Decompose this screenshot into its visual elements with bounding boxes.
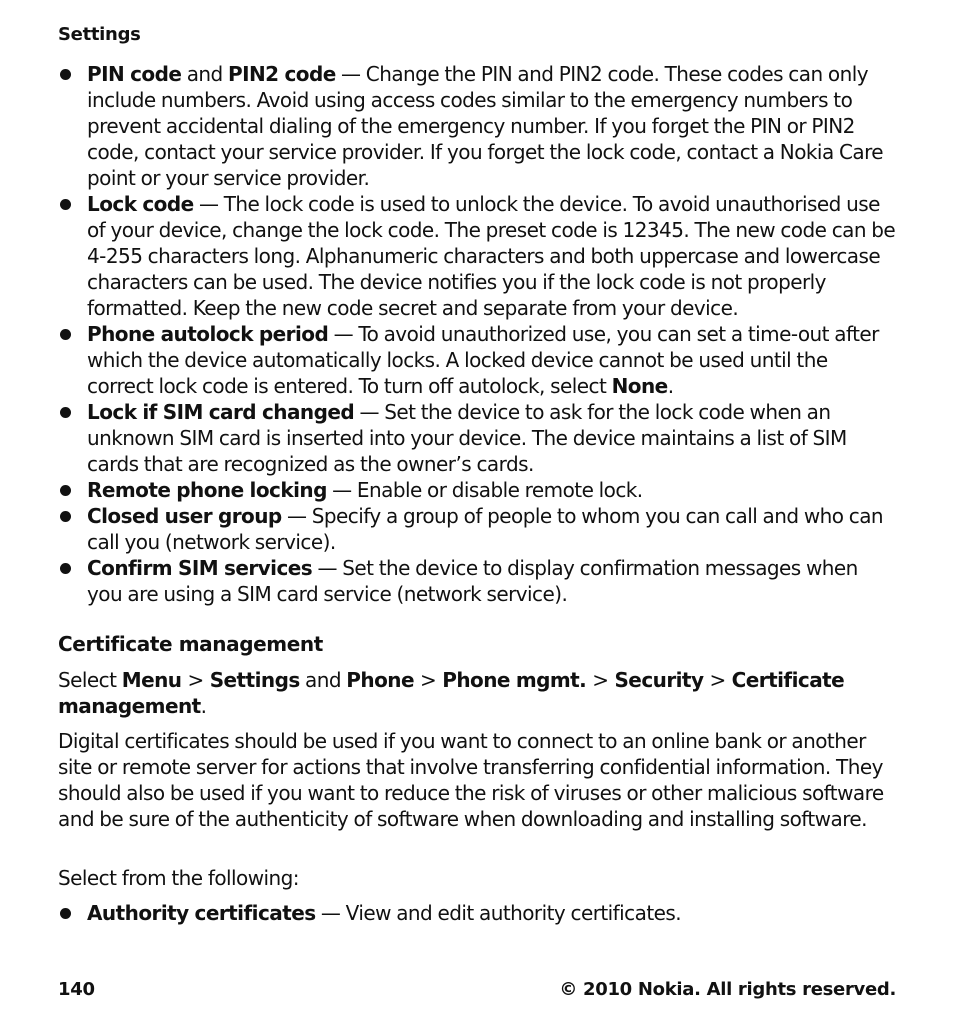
list-item bbox=[58, 900, 896, 926]
option-description: — Set the device to display confirmation messages when you are using a SIM card service (network service). bbox=[87, 556, 858, 606]
bullet-icon bbox=[60, 511, 71, 522]
list-item bbox=[58, 321, 896, 399]
option-term: PIN code bbox=[87, 62, 182, 86]
page-number: 140 bbox=[58, 979, 95, 1000]
list-item bbox=[58, 61, 896, 191]
option-description: — To avoid unauthorized use, you can set a time-out after which the device automatically locks. A locked device cannot be used until the correct lock code is entered. To turn off autolock, select bbox=[87, 322, 879, 398]
sentence-end: . bbox=[667, 374, 674, 398]
nav-prefix: Select bbox=[58, 668, 122, 692]
manual-page bbox=[58, 0, 896, 1036]
option-description: — Enable or disable remote lock. bbox=[326, 478, 643, 502]
option-term: Closed user group bbox=[87, 504, 282, 528]
list-item bbox=[58, 477, 896, 503]
option-term: Lock code bbox=[87, 192, 194, 216]
option-description: — Set the device to ask for the lock code when an unknown SIM card is inserted into your device. The device maintains a list of SIM cards that are recognized as the owner’s cards. bbox=[87, 400, 847, 476]
nav-phone: Phone bbox=[346, 668, 414, 692]
option-term-secondary: PIN2 code bbox=[227, 62, 336, 86]
option-description: — View and edit authority certificates. bbox=[315, 901, 682, 925]
option-term: Phone autolock period bbox=[87, 322, 329, 346]
certificate-options-list bbox=[58, 900, 896, 926]
nav-settings: Settings bbox=[209, 668, 300, 692]
connector-text: and bbox=[181, 62, 228, 86]
option-term: Lock if SIM card changed bbox=[87, 400, 355, 424]
nav-end: . bbox=[200, 694, 207, 718]
copyright-notice: © 2010 Nokia. All rights reserved. bbox=[559, 979, 896, 1000]
nav-security: Security bbox=[614, 668, 704, 692]
bullet-icon bbox=[60, 329, 71, 340]
intro-paragraph: Digital certificates should be used if you want to connect to an online bank or another site or remote server for actions that involve transferring confidential information. They should also be used if you want to reduce the risk of viruses or other malicious software and be sure of the authenticity of software when downloading and installing software. bbox=[58, 729, 884, 831]
bullet-icon bbox=[60, 199, 71, 210]
security-options-list bbox=[58, 61, 896, 607]
list-item bbox=[58, 503, 896, 555]
nav-separator: > bbox=[420, 668, 437, 692]
select-prompt: Select from the following: bbox=[58, 866, 299, 890]
nav-menu: Menu bbox=[121, 668, 182, 692]
bullet-icon bbox=[60, 407, 71, 418]
nav-separator: > bbox=[592, 668, 609, 692]
nav-separator: > bbox=[709, 668, 726, 692]
bullet-icon bbox=[60, 908, 71, 919]
list-item bbox=[58, 191, 896, 321]
option-description: — The lock code is used to unlock the device. To avoid unauthorised use of your device, change the lock code. The preset code is 12345. The new code can be 4-255 characters long. Alphanumeric characters and both uppercase and lowercase characters can be used. The device notifies you if the lock code is not properly formatted. Keep the new code secret and separate from your device. bbox=[87, 192, 896, 320]
option-term: Confirm SIM services bbox=[87, 556, 313, 580]
bullet-icon bbox=[60, 563, 71, 574]
bullet-icon bbox=[60, 485, 71, 496]
menu-path bbox=[58, 667, 896, 719]
nav-separator: > bbox=[187, 668, 204, 692]
option-description: — Change the PIN and PIN2 code. These codes can only include numbers. Avoid using access codes similar to the emergency numbers to prevent accidental dialing of the emergency number. If you forget the PIN or PIN2 code, contact your service provider. If you forget the lock code, contact a Nokia Care point or your service provider. bbox=[87, 62, 884, 190]
bullet-icon bbox=[60, 69, 71, 80]
option-description: — Specify a group of people to whom you can call and who can call you (network service). bbox=[87, 504, 884, 554]
running-header: Settings bbox=[58, 24, 141, 45]
nav-and: and bbox=[299, 668, 347, 692]
option-term: Authority certificates bbox=[87, 901, 316, 925]
list-item bbox=[58, 555, 896, 607]
option-term: Remote phone locking bbox=[87, 478, 327, 502]
nav-certificate-management: Certificate management bbox=[58, 668, 845, 718]
section-heading: Certificate management bbox=[58, 632, 323, 656]
list-item bbox=[58, 399, 896, 477]
nav-phone-mgmt: Phone mgmt. bbox=[442, 668, 587, 692]
option-value-none: None bbox=[611, 374, 668, 398]
